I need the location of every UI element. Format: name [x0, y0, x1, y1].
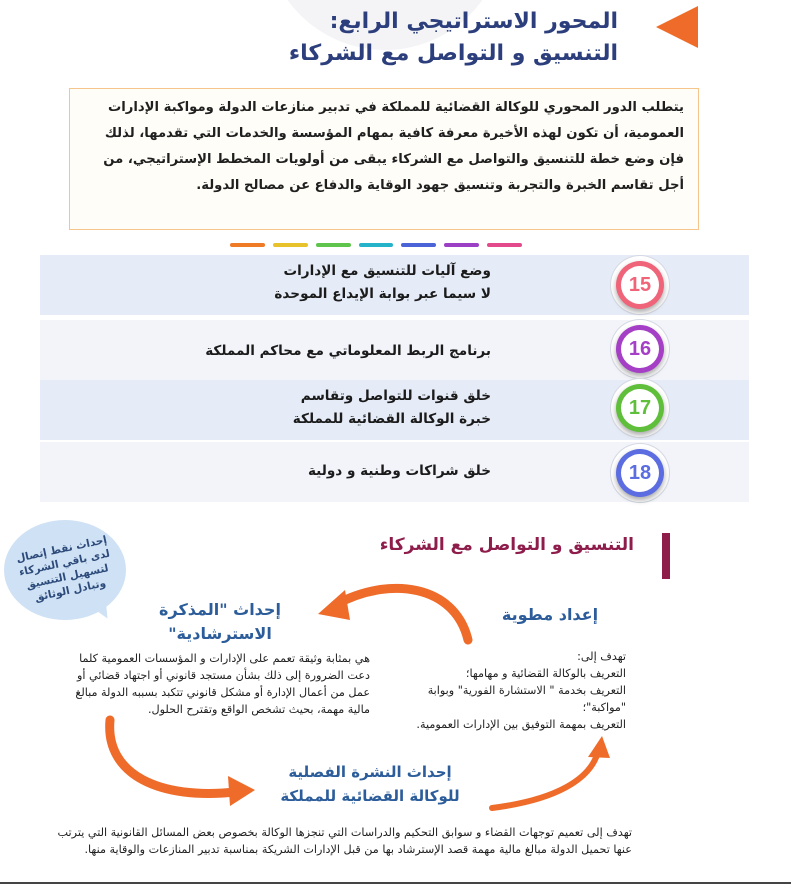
- badge-number: 18: [621, 454, 659, 492]
- item-line2: خبرة الوكالة القضائية للمملكة: [292, 411, 491, 427]
- arrow-top: [335, 588, 468, 640]
- bulletin-heading-line2: للوكالة القضائية للمملكة: [280, 787, 460, 805]
- page-title-line1: المحور الاستراتيجي الرابع:: [329, 9, 618, 34]
- brochure-heading: إعداد مطوية: [501, 605, 599, 624]
- item-line1: برنامج الربط المعلوماتي مع محاكم المملكة: [205, 343, 491, 359]
- item-line1: خلق قنوات للتواصل وتقاسم: [300, 388, 491, 404]
- badge-number: 16: [621, 330, 659, 368]
- arrow-left-head: [228, 776, 255, 806]
- arrow-top-head: [318, 590, 350, 620]
- brochure-point: التعريف بمهمة التوفيق بين الإدارات العمومية.: [416, 718, 626, 731]
- arrow-right-head: [588, 736, 610, 758]
- intro-text: يتطلب الدور المحوري للوكالة القضائية للمملكة في تدبير منازعات الدولة ومواكبة الإدارات العمومية، أن تكون لهذه الأخيرة معرفة كافية بمهام المؤسسة والخدمات التي تقدمها، لذلك فإن وضع خطة للتنسيق والتواصل مع الشركاء يبقى من أولويات المخطط الإستراتيجي، من أجل تقاسم الخبرة والتجربة وتنسيق جهود الوقاية والدفاع عن مصالح الدولة.: [103, 100, 684, 193]
- brochure-content: [400, 648, 626, 733]
- bulletin-heading-line1: إحداث النشرة الفصلية: [288, 763, 452, 781]
- memo-heading-line1: إحداث "المذكرة: [159, 600, 281, 619]
- memo-heading-line2: الاسترشادية": [168, 624, 272, 643]
- speech-bubble-text: إحداث نقط إتصال لدى باقي الشركاء لتسهيل التنسيق وتبادل الوثائق: [15, 533, 112, 604]
- arrow-right: [492, 752, 598, 808]
- item-line1: وضع آليات للتنسيق مع الإدارات: [283, 263, 491, 279]
- badge-number: 15: [621, 266, 659, 304]
- badge-number: 17: [621, 389, 659, 427]
- arrow-left: [110, 720, 235, 793]
- page-bottom-rule: [0, 882, 791, 884]
- brochure-intro: تهدف إلى:: [577, 650, 626, 663]
- brochure-point: التعريف بالوكالة القضائية و مهامها؛: [465, 667, 626, 680]
- section-title: التنسيق و التواصل مع الشركاء: [379, 535, 634, 555]
- brochure-point: التعريف بخدمة " الاستشارة الفورية" وبوابة "مواكبة"؛: [427, 684, 626, 714]
- bulletin-text: تهدف إلى تعميم توجهات القضاء و سوابق التحكيم والدراسات التي تنجزها الوكالة بخصوص بعض المسائل القانونية التي يترتب عنها تحميل الدولة مبالغ مالية مهمة قصد الإسترشاد بها من قبل الإدارات الشريكة بمناسبة تدبير المنازعات والوقاية منها.: [57, 826, 632, 856]
- memo-text: هي بمثابة وثيقة تعمم على الإدارات و المؤسسات العمومية كلما دعت الضرورة إلى ذلك بشأن مستجد قانوني أو اجتهاد قضائي أو عمل من أعمال الإدارة أو مشكل قانوني تتكبد بسببه الدولة مبالغ مالية مهمة، بحيث تشخص الواقع وتقترح الحلول.: [75, 652, 370, 716]
- item-line1: خلق شراكات وطنية و دولية: [307, 463, 491, 479]
- page-title-line2: التنسيق و التواصل مع الشركاء: [288, 41, 618, 66]
- bulletin-heading: [270, 760, 470, 808]
- memo-heading: [140, 598, 300, 646]
- item-line2: لا سيما عبر بوابة الإيداع الموحدة: [274, 286, 491, 302]
